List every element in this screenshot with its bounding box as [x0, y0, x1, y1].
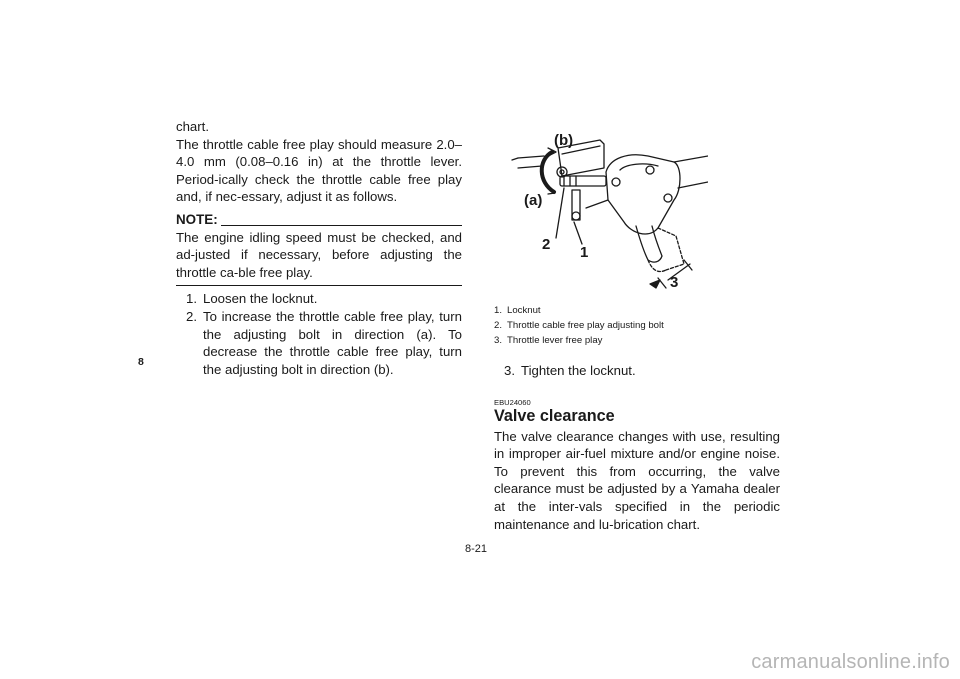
caption-text: Throttle cable free play adjusting bolt	[507, 320, 664, 332]
throttle-lever-illustration	[498, 130, 708, 298]
step-1	[176, 290, 462, 308]
page-number: 8-21	[465, 543, 488, 555]
caption-number: 2.	[494, 320, 503, 332]
caption-3	[494, 333, 664, 348]
note-end-rule	[176, 285, 462, 286]
step-number: 3.	[504, 363, 515, 378]
step-text: Loosen the locknut.	[203, 291, 318, 307]
caption-text: Throttle lever free play	[507, 335, 603, 347]
step-3	[494, 362, 780, 380]
section-code: EBU24060	[494, 397, 531, 407]
throttle-lever-drawing	[498, 130, 708, 298]
caption-number: 3.	[494, 335, 503, 347]
caption-2	[494, 318, 664, 333]
caption-1	[494, 303, 664, 318]
intro-line-1: chart.	[176, 119, 209, 134]
figure-captions	[494, 303, 664, 349]
steps-list	[176, 290, 462, 378]
step-text: Tighten the locknut.	[521, 363, 636, 378]
watermark: carmanualsonline.info	[751, 651, 950, 673]
step-text: To increase the throttle cable free play, turn the adjusting bolt in direction (a). To decrease the throttle cable free play, turn the adjusting bolt in direction (b).	[203, 308, 462, 377]
section-title: Valve clearance	[494, 406, 615, 425]
direction-b-label: (b)	[554, 132, 574, 149]
caption-text: Locknut	[507, 305, 541, 316]
direction-a-label: (a)	[524, 192, 543, 209]
callout-2: 2	[542, 236, 551, 253]
step-number: 1.	[186, 291, 197, 307]
callout-1: 1	[580, 244, 589, 261]
note-label: NOTE:	[176, 211, 218, 227]
chapter-tab: 8	[138, 356, 144, 368]
step-number: 2.	[186, 308, 197, 324]
callout-3: 3	[670, 274, 679, 291]
note-header	[176, 211, 462, 229]
right-column	[494, 362, 780, 533]
caption-number: 1.	[494, 305, 503, 316]
intro-paragraph: The throttle cable free play should measure 2.0–4.0 mm (0.08–0.16 in) at the throttle lever. Period-ically check the throttle cable free play and, if nec-essary, adjust it as follows.	[176, 136, 462, 205]
step-2	[176, 308, 462, 378]
note-text: The engine idling speed must be checked, and ad-justed if necessary, before adjusting the throttle ca-ble free play.	[176, 229, 462, 280]
section-body: The valve clearance changes with use, resulting in improper air-fuel mixture and/or engine noise. To prevent this from occurring, the valve clearance must be adjusted by a Yamaha dealer at the inter-vals specified in the periodic maintenance and lu-brication chart.	[494, 428, 780, 532]
left-column	[176, 118, 462, 378]
note-rule	[221, 225, 462, 226]
